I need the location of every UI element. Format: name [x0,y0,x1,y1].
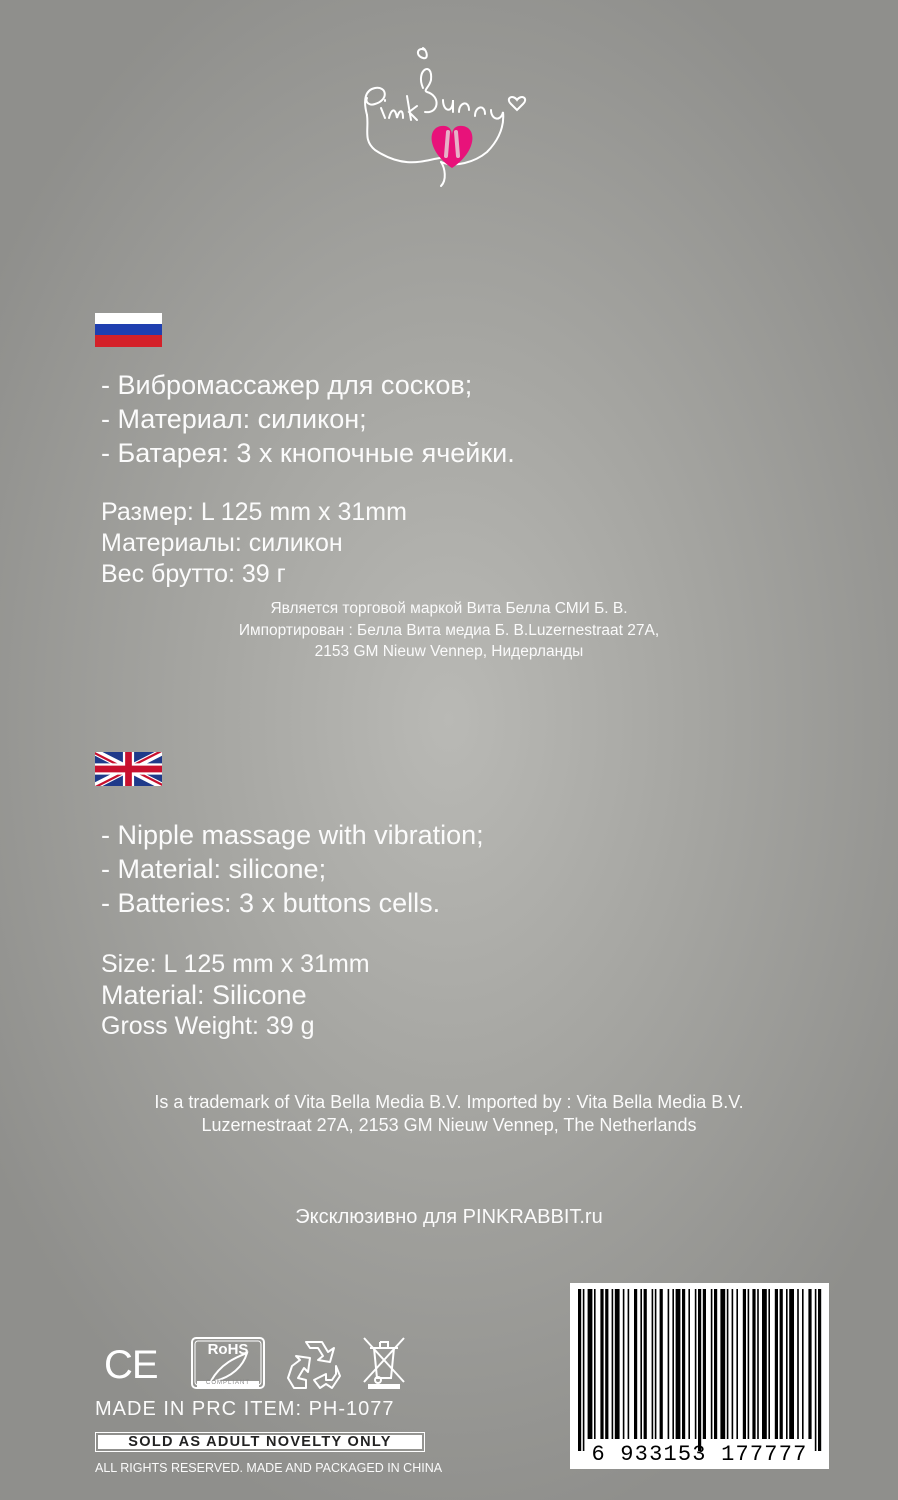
rohs-compliant-label: COMPLIANT [205,1380,250,1386]
barcode-bar [743,1289,746,1439]
barcode-bar [720,1289,725,1439]
spec-material: Material: Silicone [101,980,307,1010]
adult-novelty-text: SOLD AS ADULT NOVELTY ONLY [98,1435,422,1449]
english-legal-notice [0,1091,898,1137]
russian-flag-icon [95,313,162,347]
barcode-bar [703,1289,706,1439]
barcode-bar [676,1289,681,1439]
barcode-bar [768,1289,770,1439]
weee-bin-icon [360,1334,408,1390]
barcode-bar [714,1289,717,1439]
exclusive-notice: Эксклюзивно для PINKRABBIT.ru [295,1206,603,1228]
barcode-bar [600,1289,603,1439]
barcode-bar [652,1289,654,1439]
english-specs [101,949,370,1042]
rohs-label: RoHS [207,1341,249,1358]
feature-item: - Nipple massage with vibration; [101,820,484,850]
barcode-bar [682,1289,685,1439]
barcode-bar [711,1289,713,1439]
barcode-bar [797,1289,799,1439]
feature-item: - Material: silicone; [101,854,327,884]
legal-line: Is a trademark of Vita Bella Media B.V. Imported by : Vita Bella Media B.V. [154,1092,744,1112]
spec-size: Размер: L 125 mm x 31mm [101,498,407,526]
barcode-bar [628,1289,630,1439]
rights-notice: ALL RIGHTS RESERVED. MADE AND PACKAGED IN CHINA [95,1461,443,1475]
barcode-bar [672,1289,674,1439]
barcode-bar [594,1289,596,1439]
feature-item: - Батарея: 3 х кнопочные ячейки. [101,438,515,468]
spec-weight: Вес брутто: 39 г [101,560,286,588]
adult-novelty-label [95,1432,425,1452]
barcode-bar [752,1289,755,1439]
spec-size: Size: L 125 mm x 31mm [101,950,370,978]
legal-line: Luzernestraat 27A, 2153 GM Nieuw Vennep, The Netherlands [201,1115,697,1135]
barcode-bar [780,1289,783,1439]
barcode-bar [815,1289,817,1451]
barcode-bar [668,1289,670,1439]
barcode-bar [615,1289,620,1439]
barcode-bar [644,1289,647,1439]
barcode-bar [578,1289,581,1451]
legal-line: Импортирован : Белла Вита медиа Б. В.Luzernestraat 27A, [238,621,660,639]
russian-legal-notice [0,598,898,663]
barcode-bar [808,1289,811,1439]
barcode-bar [802,1289,804,1439]
barcode-bar [612,1289,614,1439]
barcode-bar [757,1289,759,1439]
feature-item: - Вибромассажер для сосков; [101,370,473,400]
barcode-bar [655,1289,657,1439]
barcode-bar [698,1289,701,1451]
barcode-bar [786,1289,788,1439]
barcode-bar [660,1289,663,1439]
barcode-bar [623,1289,625,1439]
legal-line: Является торговой маркой Вита Белла СМИ Б. В. [270,600,628,617]
legal-line: 2153 GM Nieuw Vennep, Нидерланды [314,643,584,660]
ce-mark-icon: CE [104,1343,158,1387]
pink-bunny-logo [345,40,560,190]
spec-material: Материалы: силикон [101,529,343,557]
feature-item: - Batteries: 3 x buttons cells. [101,888,441,918]
barcode-bar [605,1289,608,1439]
recycle-icon [286,1336,342,1392]
barcode-bar [748,1289,750,1439]
russian-specs [101,497,407,590]
uk-flag-icon [95,752,162,786]
feature-item: - Материал: силикон; [101,404,367,434]
barcode-bar [762,1289,767,1439]
barcode-bar [634,1289,637,1439]
russian-feature-list [101,368,515,470]
spec-weight: Gross Weight: 39 g [101,1012,315,1040]
barcode-bar [736,1289,738,1439]
barcode-bar [695,1289,697,1439]
barcode-bar [640,1289,642,1439]
barcode-bar [727,1289,729,1439]
barcode-bar [583,1289,585,1451]
barcode-bar [818,1289,821,1451]
rohs-icon [191,1337,265,1389]
barcode-bar [775,1289,778,1439]
barcode [570,1283,829,1469]
barcode-bar [588,1289,593,1439]
barcode-bar [688,1289,690,1439]
barcode-bar [789,1289,794,1439]
barcode-bar [732,1289,734,1439]
made-in-item-number: MADE IN PRC ITEM: PH-1077 [95,1398,395,1420]
barcode-number: 6 933153 177777 [591,1442,808,1467]
english-feature-list [101,818,484,920]
